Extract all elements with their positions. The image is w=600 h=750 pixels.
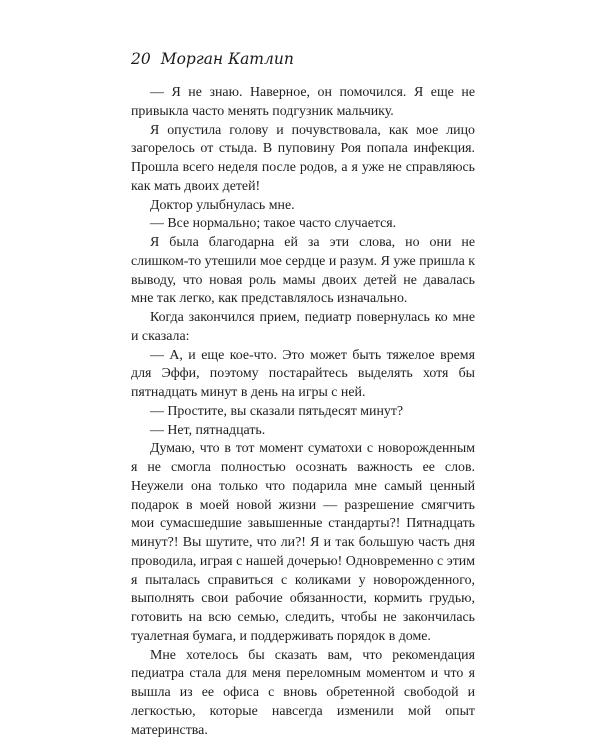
author-name: Морган Катлип: [160, 50, 294, 68]
paragraph: Доктор улыбнулась мне.: [150, 197, 295, 213]
paragraph: Думаю, что в тот момент суматохи с новорожденным я не смогла полностью осознать важность ее слов. Неужели она только что подарила мне самый ценный подарок в моей новой жизни — разрешение смягчить мои сумасшедшие завышенные стандарты?! Пятнадцать минут?! Вы шутите, что ли?! Я и так большую часть дня проводила, играя с нашей дочерью! Одновременно с этим я пыталась справиться с коликами у новорожденного, выполнять свои рабочие обязанности, кормить грудью, готовить на всю семью, следить, чтобы не закончилась туалетная бумага, и поддерживать порядок в доме.: [131, 441, 475, 644]
paragraph: Я опустила голову и почувствовала, как мое лицо загорелось от стыда. В пуповину Роя попала инфекция. Прошла всего неделя после родов, а я уже не справляюсь как мать двоих детей!: [131, 122, 475, 194]
page-number: 20: [131, 50, 151, 68]
paragraph: — Все нормально; такое часто случается.: [150, 216, 397, 232]
paragraph: Когда закончился прием, педиатр повернулась ко мне и сказала:: [131, 310, 475, 344]
paragraph: Я была благодарна ей за эти слова, но они не слишком-то утешили мое сердце и разум. Я уже пришла к выводу, что новая роль мамы двоих детей не давалась мне так легко, как представлялось изначально.: [131, 235, 475, 307]
paragraph: — Я не знаю. Наверное, он помочился. Я еще не привыкла часто менять подгузник мальчику.: [131, 85, 475, 119]
paragraph: — А, и еще кое-что. Это может быть тяжелое время для Эффи, поэтому постарайтесь выделять хотя бы пятнадцать минут в день на игры с ней.: [131, 347, 475, 400]
paragraph: Мне хотелось бы сказать вам, что рекомендация педиатра стала для меня переломным моментом и что я вышла из ее офиса с вновь обретенной свободой и легкостью, которые навсегда изменили мой опыт материнства.: [131, 647, 475, 738]
text-body: [131, 84, 475, 740]
paragraph: — Простите, вы сказали пятьдесят минут?: [150, 403, 404, 419]
running-head: [131, 50, 294, 68]
paragraph: — Нет, пятнадцать.: [150, 422, 266, 438]
